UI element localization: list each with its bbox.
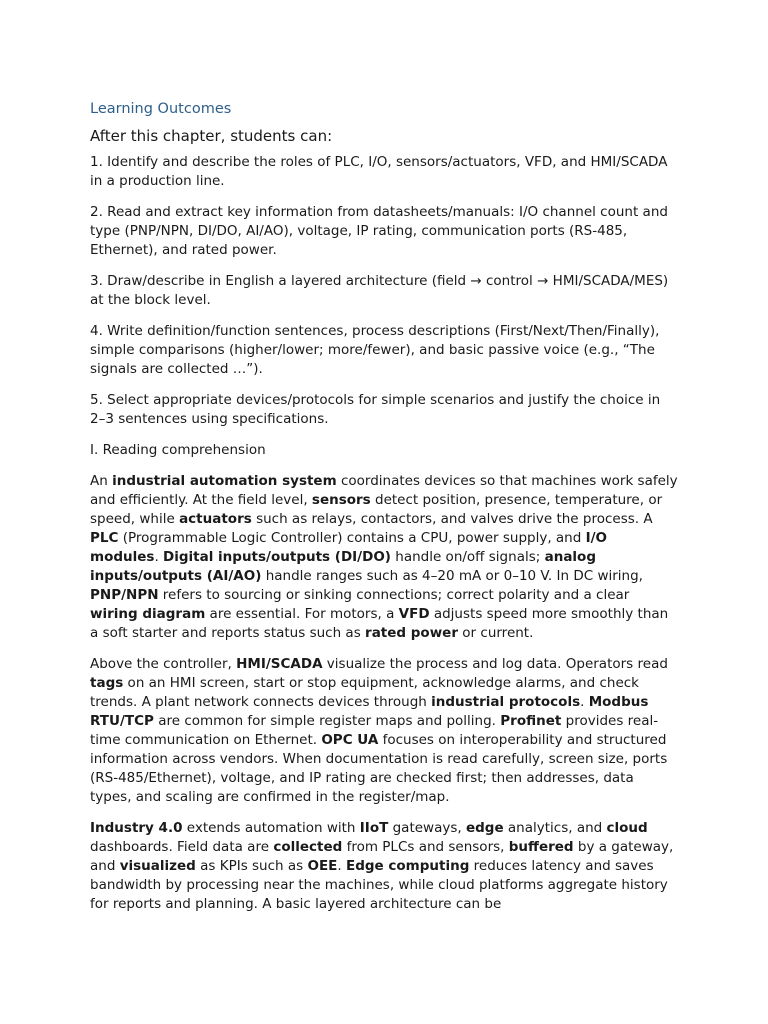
key-term: Industry 4.0 <box>90 820 183 836</box>
key-term: buffered <box>508 839 574 855</box>
paragraph-text: are common for simple register maps and polling. <box>153 713 501 729</box>
paragraph <box>90 819 678 914</box>
paragraph-text: provides real-time communication on Ethernet. <box>90 713 659 748</box>
paragraph-text: Above the controller, <box>90 656 237 672</box>
key-term: actuators <box>179 511 252 527</box>
key-term: wiring diagram <box>90 606 206 622</box>
paragraph-text: dashboards. Field data are <box>90 839 274 855</box>
key-term: Profinet <box>500 713 562 729</box>
paragraph-text: . <box>154 549 164 565</box>
learning-outcomes-heading: Learning Outcomes <box>90 101 232 117</box>
outcome-item: 3. Draw/describe in English a layered architecture (field → control → HMI/SCADA/MES) at the block level. <box>90 273 669 308</box>
outcome-item: 4. Write definition/function sentences, process descriptions (First/Next/Then/Finally), simple comparisons (higher/lower; more/fewer), and basic passive voice (e.g., “The signals are collected …”). <box>90 323 660 377</box>
paragraph-text: from PLCs and sensors, <box>342 839 509 855</box>
key-term: OPC UA <box>321 732 379 748</box>
key-term: Digital inputs/outputs (DI/DO) <box>163 549 391 565</box>
key-term: VFD <box>398 606 430 622</box>
reading-passage <box>90 472 678 914</box>
key-term: HMI/SCADA <box>236 656 323 672</box>
paragraph-text: refers to sourcing or sinking connections; correct polarity and a clear <box>158 587 630 603</box>
paragraph-text: or current. <box>458 625 534 641</box>
paragraph-text: handle ranges such as 4–20 mA or 0–10 V. In DC wiring, <box>261 568 643 584</box>
outcome-item: 5. Select appropriate devices/protocols for simple scenarios and justify the choice in 2–3 sentences using specifications. <box>90 392 661 427</box>
paragraph-text: reduces latency and saves bandwidth by processing near the machines, while cloud platforms aggregate history for reports and planning. A basic layered architecture can be <box>90 858 668 912</box>
paragraph-text: . <box>580 694 589 710</box>
paragraph-text: analytics, and <box>503 820 607 836</box>
paragraph-text: on an HMI screen, start or stop equipment, acknowledge alarms, and check trends. A plant network connects devices through <box>90 675 639 710</box>
key-term: OEE <box>307 858 338 874</box>
paragraph <box>90 472 678 643</box>
paragraph-text: extends automation with <box>182 820 360 836</box>
key-term: edge <box>465 820 504 836</box>
key-term: visualized <box>119 858 196 874</box>
key-term: I/O modules <box>90 530 608 565</box>
paragraph-text: . <box>337 858 346 874</box>
key-term: cloud <box>606 820 648 836</box>
key-term: tags <box>90 675 124 691</box>
key-term: industrial automation system <box>112 473 337 489</box>
chapter-intro: After this chapter, students can: <box>90 127 333 145</box>
paragraph-text: by a gateway, and <box>90 839 674 874</box>
paragraph <box>90 655 678 807</box>
paragraph-text: visualize the process and log data. Operators read <box>322 656 668 672</box>
outcome-item: 1. Identify and describe the roles of PLC, I/O, sensors/actuators, VFD, and HMI/SCADA in a production line. <box>90 154 668 189</box>
key-term: PLC <box>90 530 119 546</box>
outcomes-list <box>90 153 678 429</box>
key-term: PNP/NPN <box>90 587 159 603</box>
paragraph-text: adjusts speed more smoothly than a soft starter and reports status such as <box>90 606 669 641</box>
key-term: IIoT <box>359 820 389 836</box>
paragraph-text: are essential. For motors, a <box>205 606 399 622</box>
paragraph-text: handle on/off signals; <box>390 549 545 565</box>
key-term: rated power <box>365 625 458 641</box>
paragraph-text: such as relays, contactors, and valves drive the process. A <box>251 511 653 527</box>
key-term: analog inputs/outputs (AI/AO) <box>90 549 596 584</box>
paragraph-text: An <box>90 473 113 489</box>
paragraph-text: (Programmable Logic Controller) contains a CPU, power supply, and <box>118 530 586 546</box>
paragraph-text: as KPIs such as <box>195 858 308 874</box>
key-term: sensors <box>311 492 371 508</box>
key-term: industrial protocols <box>431 694 581 710</box>
outcome-item: 2. Read and extract key information from datasheets/manuals: I/O channel count and type (PNP/NPN, DI/DO, AI/AO), voltage, IP rating, communication ports (RS-485, Ethernet), and rated power. <box>90 204 668 258</box>
paragraph-text: coordinates devices so that machines work safely and efficiently. At the field level, <box>90 473 678 508</box>
paragraph-text: gateways, <box>388 820 466 836</box>
paragraph-text: detect position, presence, temperature, or speed, while <box>90 492 663 527</box>
section-title: I. Reading comprehension <box>90 442 266 458</box>
key-term: collected <box>273 839 343 855</box>
key-term: Edge computing <box>346 858 470 874</box>
paragraph-text: focuses on interoperability and structured information across vendors. When documentation is read carefully, screen size, ports (RS-485/Ethernet), voltage, and IP rating are checked first; then addresses, data types, and scaling are confirmed in the register/map. <box>90 732 668 805</box>
key-term: Modbus RTU/TCP <box>90 694 649 729</box>
